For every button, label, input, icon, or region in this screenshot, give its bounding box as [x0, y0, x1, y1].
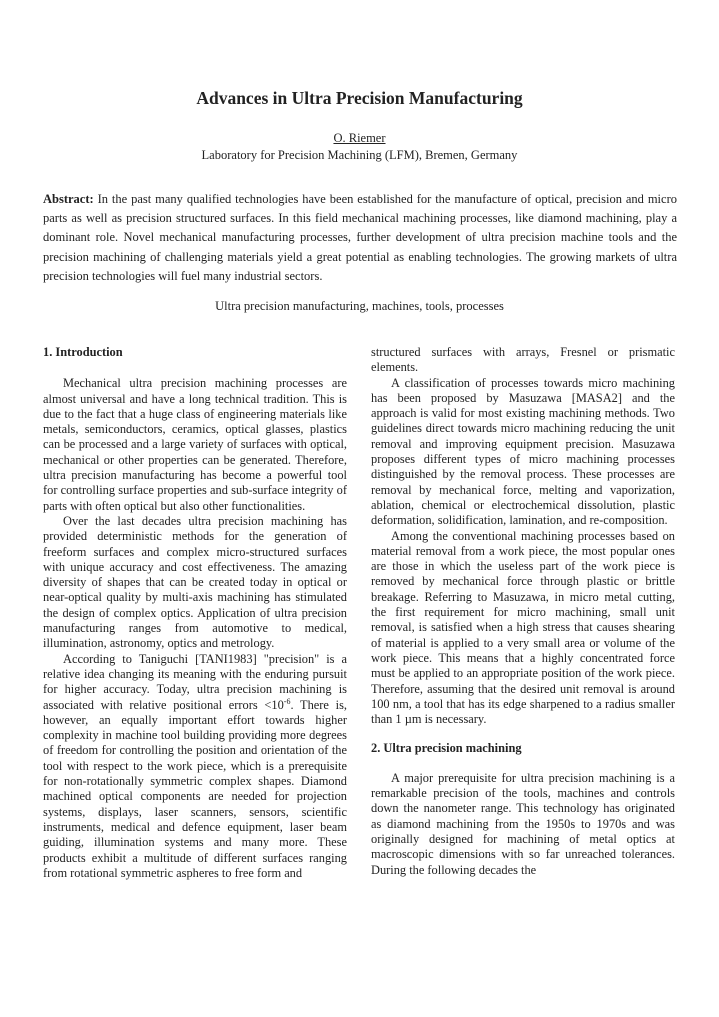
author-name	[0, 131, 719, 146]
right-paragraph-conventional: Among the conventional machining processes based on material removal from a work piece, the most popular ones are those in which the useless part of the work piece is removed by mechanical force through plastic or brittle breakage. Referring to Masuzawa, in micro metal cutting, the first requirement for micro machining, small unit removal, is satisfied when a high stress that causes shearing of material is applied to a very small area or volume of the work piece. This means that a highly concentrated force must be applied to an appropriate position of the work piece. Therefore, assuming that the desired unit removal is around 100 nm, a tool that has its edge sharpened to a radius smaller than 1 µm is necessary.	[371, 528, 675, 727]
right-paragraph-continued: structured surfaces with arrays, Fresnel or prismatic elements.	[371, 345, 675, 375]
right-paragraph-classification: A classification of processes towards micro machining has been proposed by Masuzawa [MASA2] and the approach is valid for most existing machining methods. Two guidelines direct towards micro machining reducing the unit removal and improving equipment precision. Masuzawa proposes different types of micro machining processes distinguished by the removal process. These processes are removal by mechanical force, melting and vaporization, ablation, chemical or electrochemical dissolution, plastic deformation, solidification, lamination, and re-composition.	[371, 375, 675, 528]
author-link[interactable]: O. Riemer	[333, 131, 386, 145]
intro-paragraph-3-text-b: . There is, however, an equally important effort towards higher complexity in machine tool building providing more degrees of freedom for controlling the position and orientation of the tool with respect to the work piece, which is a prerequisite for non-rotationally symmetric complex shapes. Diamond machined optical components are needed for projection systems, displays, laser scanners, sensors, scientific instruments, medical and defence equipment, laser beam guiding, illumination systems and many more. These products exhibit a multitude of different surfaces ranging from rotational symmetric aspheres to free form and	[43, 697, 347, 880]
abstract	[43, 190, 677, 286]
intro-paragraph-2: Over the last decades ultra precision machining has provided deterministic methods for the generation of freeform surfaces and complex micro-structured surfaces with unique accuracy and cost effectiveness. The amazing diversity of shapes that can be created today in optical or near-optical quality by multi-axis machining has stimulated the design of complex optics. Application of ultra precision manufacturing ranges from automotive to medical, illumination, astronomy, optics and metrology.	[43, 513, 347, 651]
paper-title: Advances in Ultra Precision Manufacturing	[196, 88, 523, 108]
section-heading-introduction: 1. Introduction	[43, 345, 123, 359]
exponent: -6	[283, 696, 291, 706]
abstract-text: In the past many qualified technologies have been established for the manufacture of optical, precision and micro parts as well as precision structured surfaces. In this field mechanical machining processes, like diamond machining, play a dominant role. Novel mechanical manufacturing processes, further development of ultra precision machine tools and the precision machining of challenging materials yield a great potential as enabling technologies. The growing markets of ultra precision technologies will fuel many industrial sectors.	[43, 192, 677, 283]
section2-paragraph-1: A major prerequisite for ultra precision machining is a remarkable precision of the tools, machines and controls down the nanometer range. This technology has originated as diamond machining from the 1950s to 1970s and was originally designed for machining of metal optics at macroscopic dimensions with so far unreached tolerances. During the following decades the	[371, 770, 675, 877]
left-column	[43, 345, 347, 881]
intro-paragraph-1: Mechanical ultra precision machining processes are almost universal and have a long technical tradition. This is due to the fact that a huge class of engineering materials like metals, semiconductors, ceramics, optical glasses, plastics can be processed and a large variety of surfaces with optical, mechanical or other properties can be generated. Therefore, ultra precision manufacturing has become a powerful tool for controlling surface properties and sub-surface integrity of parts with often optical but also other functionalities.	[43, 376, 347, 513]
intro-paragraph-3	[43, 652, 347, 881]
section-heading-ultra-precision-machining: 2. Ultra precision machining	[371, 741, 522, 756]
right-column	[371, 345, 675, 878]
author-affiliation: Laboratory for Precision Machining (LFM), Bremen, Germany	[201, 148, 518, 162]
intro-paragraph-3-text-a: According to Taniguchi [TANI1983] "precision" is a relative idea changing its meaning with the enduring pursuit for higher accuracy. Today, ultra precision machining is associated with relative positional errors <10	[43, 651, 347, 712]
keywords: Ultra precision manufacturing, machines, tools, processes	[215, 299, 504, 313]
abstract-label: Abstract:	[43, 192, 94, 206]
